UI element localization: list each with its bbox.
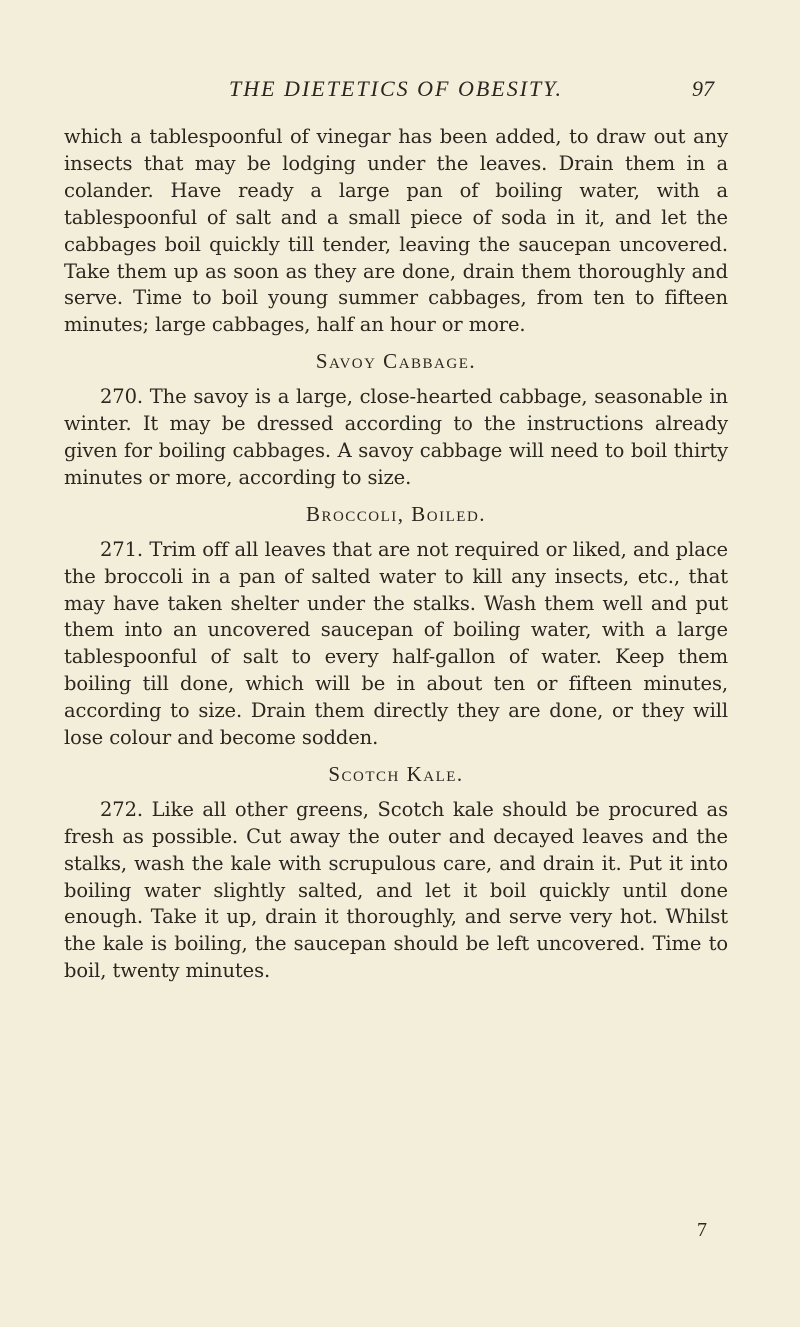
recipe-paragraph-270: 270. The savoy is a large, close-hearted cabbage, seasonable in winter. It may be dressed according to the instructions already given for boiling cabbages. A savoy cabbage will need to boil thirty minutes or more, according to size. — [64, 385, 728, 489]
running-title: THE DIETETICS OF OBESITY. — [229, 76, 563, 101]
signature-mark: 7 — [697, 1219, 707, 1241]
page-number: 97 — [692, 76, 714, 101]
recipe-paragraph-272: 272. Like all other greens, Scotch kale should be procured as fresh as possible. Cut away the outer and decayed leaves and the stalks, wash the kale with scrupulous care, and drain it. Put it into boiling water slightly salted, and let it boil quickly until done enough. Take it up, drain it thoroughly, and serve very hot. Whilst the kale is boiling, the saucepan should be left uncovered. Time to boil, twenty minutes. — [64, 797, 728, 983]
section-heading-savoy-cabbage: Savoy Cabbage. — [315, 349, 477, 374]
text-block — [64, 124, 728, 985]
intro-paragraph: which a tablespoonful of vinegar has been added, to draw out any insects that may be lodging under the leaves. Drain them in a colander. Have ready a large pan of boiling water, with a tablespoonful of salt and a small piece of soda in it, and let the cabbages boil quickly till tender, leaving the saucepan uncovered. Take them up as soon as they are done, drain them thoroughly and serve. Time to boil young summer cabbages, from ten to fifteen minutes; large cabbages, half an hour or more. — [64, 125, 728, 337]
section-heading-scotch-kale: Scotch Kale. — [328, 761, 464, 786]
running-head — [0, 76, 800, 108]
recipe-paragraph-271: 271. Trim off all leaves that are not required or liked, and place the broccoli in a pan of salted water to kill any insects, etc., that may have taken shelter under the stalks. Wash them well and put them into an uncovered saucepan of boiling water, with a large tablespoonful of salt to every half-gallon of water. Keep them boiling till done, which will be in about ten or fifteen minutes, according to size. Drain them directly they are done, or they will lose colour and become sodden. — [64, 537, 728, 750]
section-heading-broccoli-boiled: Broccoli, Boiled. — [305, 501, 487, 526]
